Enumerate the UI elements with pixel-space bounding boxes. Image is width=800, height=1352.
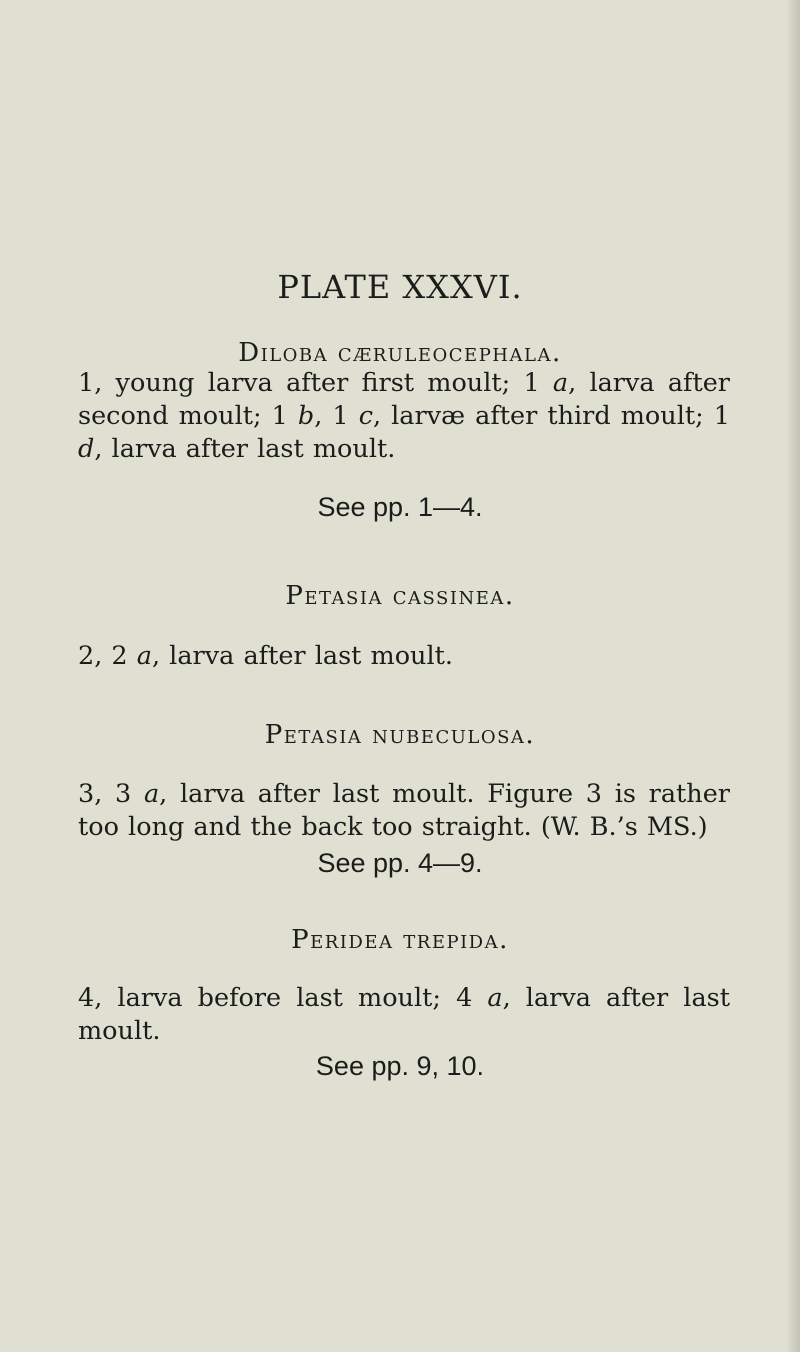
figure-letter: a	[487, 983, 503, 1013]
plate-title: PLATE XXXVI.	[277, 268, 523, 306]
species-heading-peridea-trepida: Peridea trepida.	[291, 925, 509, 955]
figure-letter: a	[136, 641, 152, 671]
caption-text: , larva after last moult. Figure 3 is rather too long and the back too straight. (W. B.’s MS.)	[78, 779, 730, 842]
caption-peridea-trepida	[78, 982, 730, 1048]
figure-letter: c	[358, 401, 373, 431]
caption-petasia-cassinea	[78, 640, 730, 673]
species-heading-petasia-nubeculosa: Petasia nubeculosa.	[264, 720, 536, 750]
figure-letter: a	[143, 779, 160, 809]
caption-diloba	[78, 367, 730, 466]
caption-text: 2, 2	[78, 641, 137, 671]
caption-text: , larva after last moult.	[151, 641, 453, 671]
page-edge-shadow	[786, 0, 800, 1352]
figure-letter: a	[552, 368, 569, 398]
caption-text: , larva after last moult.	[78, 983, 730, 1046]
caption-text: 1, young larva after first moult; 1	[78, 368, 553, 398]
page-reference-peridea-trepida: See pp. 9, 10.	[315, 1051, 485, 1081]
species-heading-petasia-cassinea: Petasia cassinea.	[285, 581, 515, 611]
page-reference-diloba: See pp. 1—4.	[317, 492, 483, 522]
species-heading-diloba: Diloba cæruleocephala.	[238, 338, 562, 368]
caption-text: , larva after last moult.	[94, 434, 396, 464]
caption-text: 4, larva before last moult; 4	[78, 983, 488, 1013]
figure-letter: d	[78, 434, 95, 464]
caption-text: 3, 3	[78, 779, 144, 809]
caption-petasia-nubeculosa	[78, 778, 730, 844]
caption-text: , larvæ after third moult; 1	[372, 401, 730, 431]
caption-text: , 1	[314, 401, 359, 431]
figure-letter: b	[297, 401, 315, 431]
page-reference-petasia-nubeculosa: See pp. 4—9.	[317, 848, 483, 878]
caption-text: , larva after second moult; 1	[78, 368, 730, 431]
